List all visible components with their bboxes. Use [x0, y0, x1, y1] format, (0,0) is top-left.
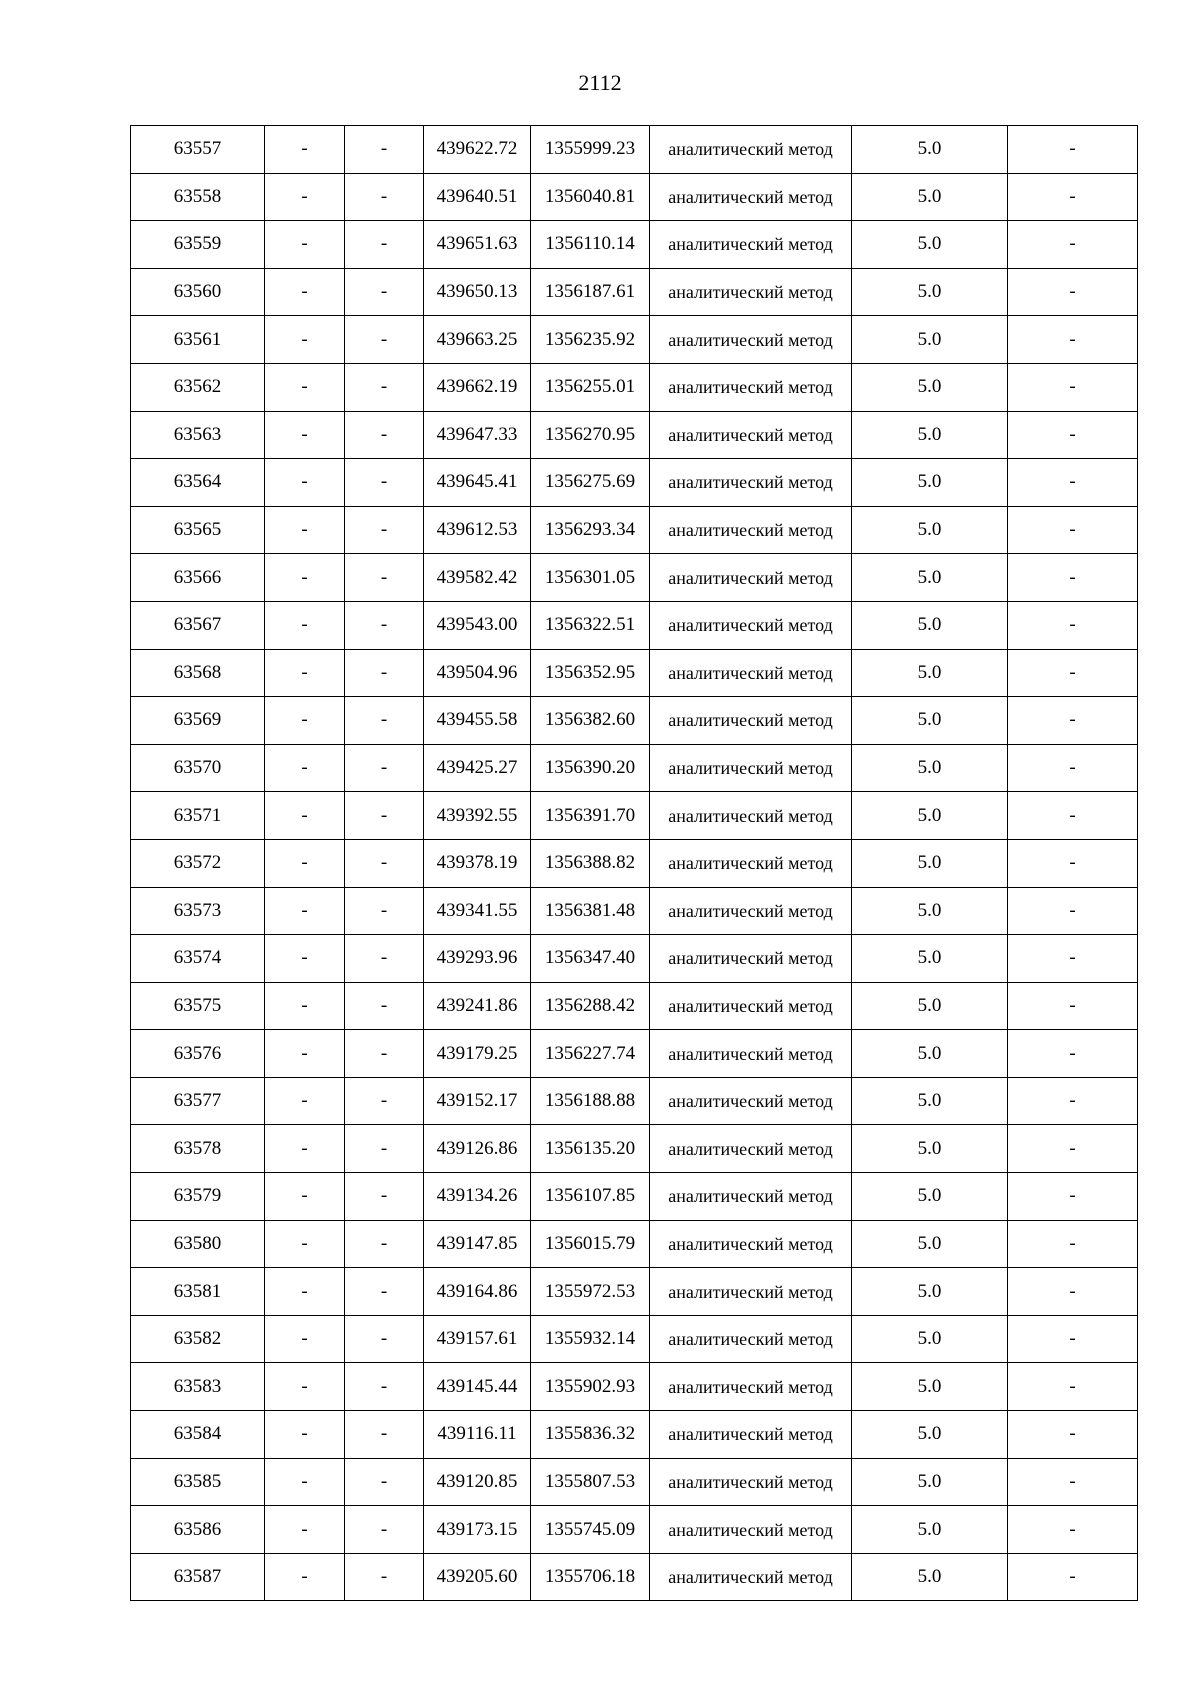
point-number-cell: 63583 [131, 1363, 265, 1411]
y-coordinate-cell: 1356390.20 [531, 744, 650, 792]
method-cell: аналитический метод [650, 887, 852, 935]
empty-cell: - [1008, 268, 1138, 316]
accuracy-cell: 5.0 [852, 411, 1008, 459]
empty-cell: - [345, 1553, 424, 1601]
empty-cell: - [345, 316, 424, 364]
empty-cell: - [345, 173, 424, 221]
point-number-cell: 63580 [131, 1220, 265, 1268]
empty-cell: - [1008, 1030, 1138, 1078]
table-row [131, 316, 1138, 364]
empty-cell: - [265, 1553, 345, 1601]
accuracy-cell: 5.0 [852, 744, 1008, 792]
y-coordinate-cell: 1355836.32 [531, 1411, 650, 1459]
table-row [131, 697, 1138, 745]
point-number-cell: 63563 [131, 411, 265, 459]
method-cell: аналитический метод [650, 1315, 852, 1363]
x-coordinate-cell: 439663.25 [424, 316, 531, 364]
empty-cell: - [345, 506, 424, 554]
empty-cell: - [1008, 173, 1138, 221]
accuracy-cell: 5.0 [852, 1173, 1008, 1221]
table-row [131, 268, 1138, 316]
y-coordinate-cell: 1356107.85 [531, 1173, 650, 1221]
empty-cell: - [265, 554, 345, 602]
empty-cell: - [1008, 126, 1138, 174]
table-row [131, 1220, 1138, 1268]
table-row [131, 935, 1138, 983]
table-row [131, 1315, 1138, 1363]
x-coordinate-cell: 439152.17 [424, 1077, 531, 1125]
empty-cell: - [345, 887, 424, 935]
table-row [131, 1363, 1138, 1411]
table-row [131, 363, 1138, 411]
empty-cell: - [345, 1363, 424, 1411]
empty-cell: - [265, 744, 345, 792]
point-number-cell: 63582 [131, 1315, 265, 1363]
y-coordinate-cell: 1355999.23 [531, 126, 650, 174]
empty-cell: - [1008, 887, 1138, 935]
x-coordinate-cell: 439612.53 [424, 506, 531, 554]
point-number-cell: 63585 [131, 1458, 265, 1506]
accuracy-cell: 5.0 [852, 1553, 1008, 1601]
point-number-cell: 63584 [131, 1411, 265, 1459]
accuracy-cell: 5.0 [852, 887, 1008, 935]
table-row [131, 221, 1138, 269]
table-row [131, 744, 1138, 792]
accuracy-cell: 5.0 [852, 1458, 1008, 1506]
empty-cell: - [1008, 1173, 1138, 1221]
table-row [131, 792, 1138, 840]
point-number-cell: 63560 [131, 268, 265, 316]
empty-cell: - [345, 1220, 424, 1268]
x-coordinate-cell: 439120.85 [424, 1458, 531, 1506]
empty-cell: - [265, 1030, 345, 1078]
y-coordinate-cell: 1356352.95 [531, 649, 650, 697]
empty-cell: - [345, 1077, 424, 1125]
table-row [131, 1553, 1138, 1601]
method-cell: аналитический метод [650, 1411, 852, 1459]
accuracy-cell: 5.0 [852, 459, 1008, 507]
empty-cell: - [345, 1268, 424, 1316]
x-coordinate-cell: 439116.11 [424, 1411, 531, 1459]
empty-cell: - [1008, 1220, 1138, 1268]
x-coordinate-cell: 439647.33 [424, 411, 531, 459]
accuracy-cell: 5.0 [852, 649, 1008, 697]
method-cell: аналитический метод [650, 1125, 852, 1173]
accuracy-cell: 5.0 [852, 792, 1008, 840]
empty-cell: - [265, 506, 345, 554]
x-coordinate-cell: 439392.55 [424, 792, 531, 840]
x-coordinate-cell: 439425.27 [424, 744, 531, 792]
empty-cell: - [1008, 744, 1138, 792]
y-coordinate-cell: 1356187.61 [531, 268, 650, 316]
accuracy-cell: 5.0 [852, 1363, 1008, 1411]
method-cell: аналитический метод [650, 744, 852, 792]
empty-cell: - [265, 411, 345, 459]
y-coordinate-cell: 1355745.09 [531, 1506, 650, 1554]
x-coordinate-cell: 439147.85 [424, 1220, 531, 1268]
point-number-cell: 63565 [131, 506, 265, 554]
empty-cell: - [1008, 554, 1138, 602]
x-coordinate-cell: 439622.72 [424, 126, 531, 174]
table-row [131, 1506, 1138, 1554]
x-coordinate-cell: 439126.86 [424, 1125, 531, 1173]
accuracy-cell: 5.0 [852, 935, 1008, 983]
x-coordinate-cell: 439157.61 [424, 1315, 531, 1363]
method-cell: аналитический метод [650, 601, 852, 649]
empty-cell: - [1008, 363, 1138, 411]
empty-cell: - [345, 697, 424, 745]
y-coordinate-cell: 1356275.69 [531, 459, 650, 507]
x-coordinate-cell: 439455.58 [424, 697, 531, 745]
empty-cell: - [1008, 1268, 1138, 1316]
method-cell: аналитический метод [650, 1363, 852, 1411]
point-number-cell: 63564 [131, 459, 265, 507]
method-cell: аналитический метод [650, 1553, 852, 1601]
point-number-cell: 63558 [131, 173, 265, 221]
point-number-cell: 63576 [131, 1030, 265, 1078]
empty-cell: - [345, 935, 424, 983]
x-coordinate-cell: 439164.86 [424, 1268, 531, 1316]
table-row [131, 459, 1138, 507]
point-number-cell: 63567 [131, 601, 265, 649]
x-coordinate-cell: 439650.13 [424, 268, 531, 316]
x-coordinate-cell: 439543.00 [424, 601, 531, 649]
y-coordinate-cell: 1355932.14 [531, 1315, 650, 1363]
y-coordinate-cell: 1356235.92 [531, 316, 650, 364]
method-cell: аналитический метод [650, 316, 852, 364]
empty-cell: - [1008, 1553, 1138, 1601]
point-number-cell: 63566 [131, 554, 265, 602]
table-row [131, 411, 1138, 459]
empty-cell: - [265, 126, 345, 174]
method-cell: аналитический метод [650, 697, 852, 745]
empty-cell: - [1008, 792, 1138, 840]
empty-cell: - [1008, 697, 1138, 745]
empty-cell: - [345, 792, 424, 840]
empty-cell: - [265, 1173, 345, 1221]
empty-cell: - [1008, 1411, 1138, 1459]
empty-cell: - [345, 649, 424, 697]
x-coordinate-cell: 439640.51 [424, 173, 531, 221]
method-cell: аналитический метод [650, 126, 852, 174]
point-number-cell: 63571 [131, 792, 265, 840]
accuracy-cell: 5.0 [852, 221, 1008, 269]
accuracy-cell: 5.0 [852, 982, 1008, 1030]
empty-cell: - [265, 1220, 345, 1268]
method-cell: аналитический метод [650, 173, 852, 221]
table-row [131, 601, 1138, 649]
empty-cell: - [1008, 221, 1138, 269]
empty-cell: - [1008, 601, 1138, 649]
point-number-cell: 63574 [131, 935, 265, 983]
empty-cell: - [345, 1458, 424, 1506]
x-coordinate-cell: 439651.63 [424, 221, 531, 269]
y-coordinate-cell: 1356288.42 [531, 982, 650, 1030]
empty-cell: - [1008, 316, 1138, 364]
accuracy-cell: 5.0 [852, 1411, 1008, 1459]
x-coordinate-cell: 439241.86 [424, 982, 531, 1030]
accuracy-cell: 5.0 [852, 554, 1008, 602]
y-coordinate-cell: 1356040.81 [531, 173, 650, 221]
point-number-cell: 63568 [131, 649, 265, 697]
accuracy-cell: 5.0 [852, 363, 1008, 411]
point-number-cell: 63562 [131, 363, 265, 411]
table-row [131, 982, 1138, 1030]
empty-cell: - [265, 1411, 345, 1459]
method-cell: аналитический метод [650, 1506, 852, 1554]
y-coordinate-cell: 1355807.53 [531, 1458, 650, 1506]
empty-cell: - [265, 1125, 345, 1173]
method-cell: аналитический метод [650, 792, 852, 840]
point-number-cell: 63573 [131, 887, 265, 935]
empty-cell: - [265, 1315, 345, 1363]
y-coordinate-cell: 1356391.70 [531, 792, 650, 840]
method-cell: аналитический метод [650, 411, 852, 459]
empty-cell: - [345, 1315, 424, 1363]
method-cell: аналитический метод [650, 1030, 852, 1078]
point-number-cell: 63570 [131, 744, 265, 792]
x-coordinate-cell: 439582.42 [424, 554, 531, 602]
y-coordinate-cell: 1356322.51 [531, 601, 650, 649]
accuracy-cell: 5.0 [852, 697, 1008, 745]
empty-cell: - [345, 221, 424, 269]
y-coordinate-cell: 1356135.20 [531, 1125, 650, 1173]
empty-cell: - [345, 554, 424, 602]
empty-cell: - [1008, 506, 1138, 554]
empty-cell: - [345, 363, 424, 411]
x-coordinate-cell: 439662.19 [424, 363, 531, 411]
empty-cell: - [1008, 649, 1138, 697]
empty-cell: - [265, 459, 345, 507]
empty-cell: - [265, 697, 345, 745]
empty-cell: - [1008, 1315, 1138, 1363]
empty-cell: - [265, 839, 345, 887]
table-body [131, 126, 1138, 1601]
x-coordinate-cell: 439134.26 [424, 1173, 531, 1221]
accuracy-cell: 5.0 [852, 1220, 1008, 1268]
empty-cell: - [345, 1411, 424, 1459]
x-coordinate-cell: 439179.25 [424, 1030, 531, 1078]
empty-cell: - [265, 649, 345, 697]
y-coordinate-cell: 1356110.14 [531, 221, 650, 269]
accuracy-cell: 5.0 [852, 1125, 1008, 1173]
empty-cell: - [265, 1506, 345, 1554]
accuracy-cell: 5.0 [852, 316, 1008, 364]
y-coordinate-cell: 1356270.95 [531, 411, 650, 459]
x-coordinate-cell: 439205.60 [424, 1553, 531, 1601]
empty-cell: - [265, 1077, 345, 1125]
point-number-cell: 63587 [131, 1553, 265, 1601]
method-cell: аналитический метод [650, 982, 852, 1030]
point-number-cell: 63575 [131, 982, 265, 1030]
coordinates-table [130, 125, 1138, 1601]
method-cell: аналитический метод [650, 1173, 852, 1221]
table-row [131, 1125, 1138, 1173]
empty-cell: - [265, 363, 345, 411]
empty-cell: - [265, 173, 345, 221]
table-row [131, 649, 1138, 697]
table-row [131, 1458, 1138, 1506]
empty-cell: - [265, 601, 345, 649]
empty-cell: - [265, 268, 345, 316]
point-number-cell: 63586 [131, 1506, 265, 1554]
method-cell: аналитический метод [650, 1077, 852, 1125]
y-coordinate-cell: 1356347.40 [531, 935, 650, 983]
method-cell: аналитический метод [650, 649, 852, 697]
empty-cell: - [345, 839, 424, 887]
empty-cell: - [345, 459, 424, 507]
method-cell: аналитический метод [650, 554, 852, 602]
accuracy-cell: 5.0 [852, 1315, 1008, 1363]
point-number-cell: 63577 [131, 1077, 265, 1125]
y-coordinate-cell: 1356301.05 [531, 554, 650, 602]
method-cell: аналитический метод [650, 506, 852, 554]
table-row [131, 554, 1138, 602]
method-cell: аналитический метод [650, 221, 852, 269]
point-number-cell: 63557 [131, 126, 265, 174]
accuracy-cell: 5.0 [852, 1077, 1008, 1125]
empty-cell: - [1008, 1506, 1138, 1554]
empty-cell: - [265, 982, 345, 1030]
empty-cell: - [265, 1458, 345, 1506]
y-coordinate-cell: 1355972.53 [531, 1268, 650, 1316]
empty-cell: - [1008, 411, 1138, 459]
table-row [131, 1411, 1138, 1459]
empty-cell: - [345, 1125, 424, 1173]
y-coordinate-cell: 1355706.18 [531, 1553, 650, 1601]
empty-cell: - [265, 887, 345, 935]
table-row [131, 839, 1138, 887]
point-number-cell: 63559 [131, 221, 265, 269]
table-row [131, 1268, 1138, 1316]
y-coordinate-cell: 1356381.48 [531, 887, 650, 935]
table-row [131, 1173, 1138, 1221]
empty-cell: - [265, 1268, 345, 1316]
empty-cell: - [345, 1506, 424, 1554]
empty-cell: - [1008, 1077, 1138, 1125]
method-cell: аналитический метод [650, 268, 852, 316]
x-coordinate-cell: 439293.96 [424, 935, 531, 983]
x-coordinate-cell: 439173.15 [424, 1506, 531, 1554]
accuracy-cell: 5.0 [852, 601, 1008, 649]
empty-cell: - [1008, 1125, 1138, 1173]
method-cell: аналитический метод [650, 363, 852, 411]
method-cell: аналитический метод [650, 1220, 852, 1268]
table-row [131, 126, 1138, 174]
method-cell: аналитический метод [650, 1268, 852, 1316]
empty-cell: - [1008, 1458, 1138, 1506]
table-row [131, 1030, 1138, 1078]
x-coordinate-cell: 439504.96 [424, 649, 531, 697]
x-coordinate-cell: 439341.55 [424, 887, 531, 935]
y-coordinate-cell: 1356188.88 [531, 1077, 650, 1125]
empty-cell: - [345, 744, 424, 792]
y-coordinate-cell: 1355902.93 [531, 1363, 650, 1411]
empty-cell: - [345, 1173, 424, 1221]
y-coordinate-cell: 1356255.01 [531, 363, 650, 411]
y-coordinate-cell: 1356227.74 [531, 1030, 650, 1078]
empty-cell: - [1008, 459, 1138, 507]
empty-cell: - [1008, 1363, 1138, 1411]
table-row [131, 506, 1138, 554]
point-number-cell: 63581 [131, 1268, 265, 1316]
accuracy-cell: 5.0 [852, 126, 1008, 174]
accuracy-cell: 5.0 [852, 1506, 1008, 1554]
accuracy-cell: 5.0 [852, 1268, 1008, 1316]
empty-cell: - [345, 601, 424, 649]
accuracy-cell: 5.0 [852, 173, 1008, 221]
y-coordinate-cell: 1356015.79 [531, 1220, 650, 1268]
method-cell: аналитический метод [650, 459, 852, 507]
accuracy-cell: 5.0 [852, 839, 1008, 887]
empty-cell: - [265, 935, 345, 983]
x-coordinate-cell: 439645.41 [424, 459, 531, 507]
method-cell: аналитический метод [650, 1458, 852, 1506]
empty-cell: - [265, 221, 345, 269]
empty-cell: - [1008, 839, 1138, 887]
y-coordinate-cell: 1356293.34 [531, 506, 650, 554]
empty-cell: - [345, 1030, 424, 1078]
empty-cell: - [1008, 935, 1138, 983]
accuracy-cell: 5.0 [852, 268, 1008, 316]
point-number-cell: 63578 [131, 1125, 265, 1173]
empty-cell: - [345, 126, 424, 174]
empty-cell: - [345, 268, 424, 316]
empty-cell: - [265, 792, 345, 840]
empty-cell: - [265, 316, 345, 364]
table-row [131, 1077, 1138, 1125]
page-number: 2112 [578, 70, 622, 95]
method-cell: аналитический метод [650, 839, 852, 887]
method-cell: аналитический метод [650, 935, 852, 983]
point-number-cell: 63569 [131, 697, 265, 745]
empty-cell: - [345, 411, 424, 459]
point-number-cell: 63579 [131, 1173, 265, 1221]
x-coordinate-cell: 439378.19 [424, 839, 531, 887]
accuracy-cell: 5.0 [852, 506, 1008, 554]
y-coordinate-cell: 1356382.60 [531, 697, 650, 745]
y-coordinate-cell: 1356388.82 [531, 839, 650, 887]
x-coordinate-cell: 439145.44 [424, 1363, 531, 1411]
table-row [131, 887, 1138, 935]
empty-cell: - [265, 1363, 345, 1411]
table-row [131, 173, 1138, 221]
empty-cell: - [345, 982, 424, 1030]
accuracy-cell: 5.0 [852, 1030, 1008, 1078]
empty-cell: - [1008, 982, 1138, 1030]
point-number-cell: 63572 [131, 839, 265, 887]
point-number-cell: 63561 [131, 316, 265, 364]
